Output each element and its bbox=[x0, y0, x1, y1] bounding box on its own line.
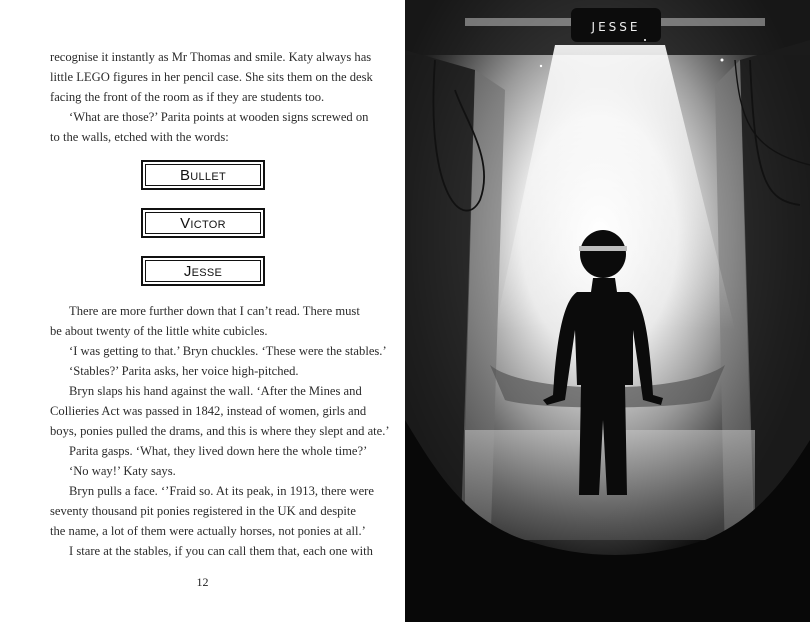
text-line: ‘No way!’ Katy says. bbox=[69, 464, 176, 478]
text-line: ‘I was getting to that.’ Bryn chuckles. ‘These were the stables.’ bbox=[69, 344, 387, 358]
sign-jesse bbox=[141, 256, 265, 286]
text-line: ‘Stables?’ Parita asks, her voice high-pitched. bbox=[69, 364, 299, 378]
sign-victor bbox=[141, 208, 265, 238]
text-line: boys, ponies pulled the drams, and this is where they slept and ate.’ bbox=[50, 424, 390, 438]
text-line: be about twenty of the little white cubicles. bbox=[50, 324, 268, 338]
text-line: ‘What are those?’ Parita points at wooden signs screwed on bbox=[69, 110, 369, 124]
text-line: Parita gasps. ‘What, they lived down here the whole time?’ bbox=[69, 444, 368, 458]
paragraph-block-top bbox=[50, 47, 373, 147]
sign-bullet bbox=[141, 160, 265, 190]
sign-label: Victor bbox=[180, 214, 226, 232]
text-line: Bryn pulls a face. ‘’Fraid so. At its peak, in 1913, there were bbox=[69, 484, 374, 498]
text-line: facing the front of the room as if they are students too. bbox=[50, 90, 325, 104]
text-line: to the walls, etched with the words: bbox=[50, 130, 229, 144]
text-line: There are more further down that I can’t read. There must bbox=[69, 304, 360, 318]
sign-label: Bullet bbox=[179, 166, 227, 184]
jesse-sign bbox=[571, 8, 661, 42]
paragraph-block-bottom bbox=[50, 301, 390, 561]
text-line: seventy thousand pit ponies registered in the UK and despite bbox=[50, 504, 356, 518]
text-line: recognise it instantly as Mr Thomas and smile. Katy always has bbox=[50, 50, 372, 64]
boy-in-mine-illustration bbox=[405, 0, 810, 622]
svg-text:JESSE: JESSE bbox=[591, 20, 641, 34]
text-line: I stare at the stables, if you can call them that, each one with bbox=[69, 544, 373, 558]
page-number: 12 bbox=[196, 575, 209, 589]
text-line: little LEGO figures in her pencil case. She sits them on the desk bbox=[50, 70, 373, 84]
right-page-illustration bbox=[405, 0, 810, 622]
text-line: Collieries Act was passed in 1842, instead of women, girls and bbox=[50, 404, 367, 418]
text-line: Bryn slaps his hand against the wall. ‘After the Mines and bbox=[69, 384, 362, 398]
text-line: the name, a lot of them were actually horses, not ponies at all.’ bbox=[50, 524, 366, 538]
sign-label: Jesse bbox=[183, 262, 223, 280]
